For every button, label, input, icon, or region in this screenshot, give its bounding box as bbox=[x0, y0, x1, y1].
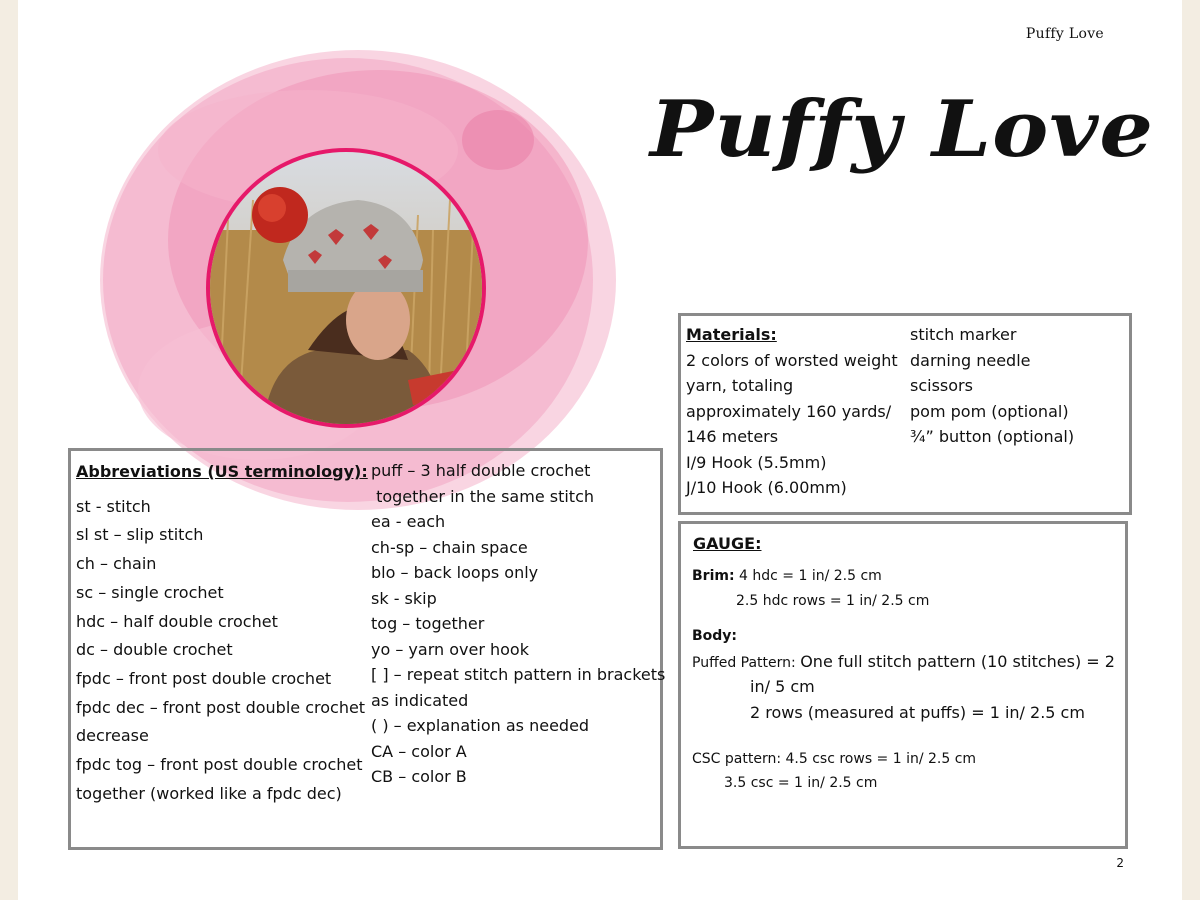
puffed-value-3: 2 rows (measured at puffs) = 1 in/ 2.5 cm bbox=[750, 703, 1085, 722]
running-header: Puffy Love bbox=[1025, 26, 1104, 42]
abbreviation-item: ( ) – explanation as needed bbox=[371, 716, 590, 735]
puffed-value-1: One full stitch pattern (10 stitches) = 2 bbox=[800, 652, 1115, 671]
body-label: Body: bbox=[692, 628, 738, 644]
abbreviation-item: together in the same stitch bbox=[371, 486, 595, 506]
abbreviation-item: CA – color A bbox=[371, 741, 467, 761]
abbreviation-item: hdc – half double crochet bbox=[76, 611, 278, 631]
puffed-value-2: in/ 5 cm bbox=[750, 677, 815, 696]
gauge-brim-line bbox=[692, 568, 882, 584]
abbreviation-item: yo – yarn over hook bbox=[371, 639, 529, 659]
abbreviations-left-column bbox=[76, 458, 368, 808]
abbreviation-item: dc – double crochet bbox=[76, 640, 233, 660]
abbreviation-item: decrease bbox=[76, 726, 149, 746]
brim-label: Brim: bbox=[692, 568, 735, 584]
materials-item: approximately 160 yards/ bbox=[686, 401, 892, 421]
abbreviation-item: tog – together bbox=[371, 614, 485, 633]
abbreviation-item: fpdc tog – front post double crochet bbox=[76, 755, 363, 775]
abbreviation-item: fpdc – front post double crochet bbox=[76, 668, 332, 688]
abbreviation-item: st - stitch bbox=[76, 496, 151, 516]
brim-value-1: 4 hdc = 1 in/ 2.5 cm bbox=[739, 568, 882, 584]
materials-item: ¾” button (optional) bbox=[910, 427, 1075, 446]
materials-item: pom pom (optional) bbox=[910, 401, 1069, 421]
abbreviation-item: sc – single crochet bbox=[76, 582, 224, 602]
csc-value-1: CSC pattern: 4.5 csc rows = 1 in/ 2.5 cm bbox=[692, 751, 977, 767]
materials-box bbox=[678, 313, 1132, 515]
abbreviations-right-column bbox=[371, 458, 665, 790]
abbreviation-item: together (worked like a fpdc dec) bbox=[76, 783, 342, 803]
abbreviation-item: ea - each bbox=[371, 512, 446, 531]
page-title: Puffy Love bbox=[650, 84, 1155, 175]
materials-item: J/10 Hook (6.00mm) bbox=[686, 478, 847, 497]
gauge-box bbox=[678, 521, 1128, 849]
materials-item: scissors bbox=[910, 376, 973, 395]
materials-item: stitch marker bbox=[910, 325, 1017, 344]
page bbox=[18, 0, 1182, 900]
abbreviation-item: [ ] – repeat stitch pattern in brackets bbox=[371, 665, 666, 684]
materials-right-column bbox=[910, 322, 1074, 450]
abbreviation-item: ch-sp – chain space bbox=[371, 537, 528, 557]
materials-item: I/9 Hook (5.5mm) bbox=[686, 452, 827, 472]
puffed-label: Puffed Pattern: bbox=[692, 655, 796, 671]
abbreviation-item: CB – color B bbox=[371, 767, 467, 786]
abbreviation-item: ch – chain bbox=[76, 554, 157, 574]
materials-heading: Materials: bbox=[686, 325, 777, 344]
page-number: 2 bbox=[1116, 856, 1124, 870]
gauge-puffed-line bbox=[692, 652, 1115, 671]
gauge-heading: GAUGE: bbox=[693, 534, 762, 553]
materials-item: 2 colors of worsted weight bbox=[686, 350, 898, 370]
abbreviation-item: blo – back loops only bbox=[371, 563, 539, 582]
abbreviation-item: fpdc dec – front post double crochet bbox=[76, 697, 366, 717]
abbreviation-item: puff – 3 half double crochet bbox=[371, 461, 591, 480]
abbreviation-item: sl st – slip stitch bbox=[76, 525, 204, 545]
brim-value-2: 2.5 hdc rows = 1 in/ 2.5 cm bbox=[736, 593, 930, 609]
abbreviation-item: as indicated bbox=[371, 690, 469, 710]
materials-left-column bbox=[686, 322, 898, 501]
materials-item: yarn, totaling bbox=[686, 376, 794, 395]
csc-value-2: 3.5 csc = 1 in/ 2.5 cm bbox=[724, 775, 878, 791]
abbreviations-box bbox=[68, 448, 666, 850]
materials-item: 146 meters bbox=[686, 427, 779, 446]
materials-item: darning needle bbox=[910, 350, 1031, 370]
abbreviation-item: sk - skip bbox=[371, 588, 437, 608]
abbreviations-heading: Abbreviations (US terminology): bbox=[76, 462, 368, 481]
